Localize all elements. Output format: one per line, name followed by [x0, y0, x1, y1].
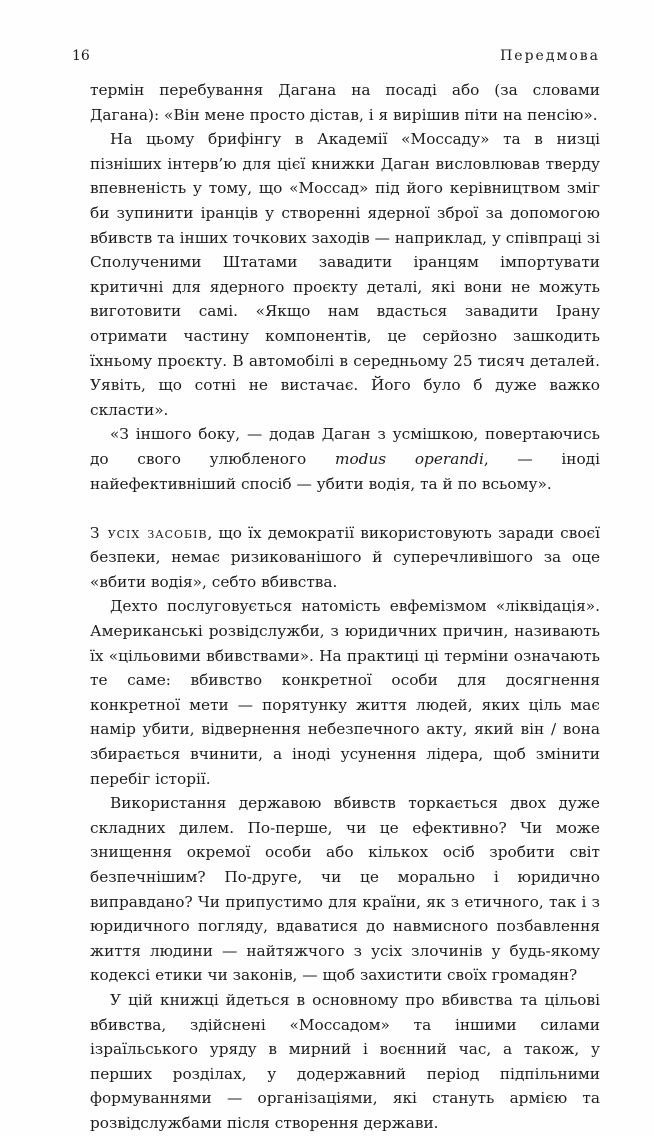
- page-number: 16: [72, 48, 90, 64]
- paragraph: термін перебування Дагана на посаді або (за словами Дагана): «Він мене просто дістав, і я вирішив піти на пенсію».: [90, 81, 600, 124]
- section-break: [90, 496, 600, 521]
- paragraph: Дехто послуговується натомість евфемізмом «ліквідація». Американські розвідслужби, з юридичних причин, називають їх «цільовими вбивствами». На практиці ці терміни означають те саме: вбивство конкретної особи для досягнення конкретної мети — порятунку життя людей, яких ціль має намір убити, відвернення небезпечного акту, який він / вона збирається вчинити, а іноді усунення лідера, щоб змінити перебіг історії.: [90, 597, 600, 788]
- paragraph: На цьому брифінгу в Академії «Моссаду» та в низці пізніших інтерв’ю для цієї книжки Даган висловлював тверду впевненість у тому, що «Моссад» під його керівництвом зміг би зупинити іранців у створенні ядерної зброї за допомогою вбивств та інших точкових заходів — наприклад, у співпраці зі Сполученими Штатами завадити іранцям імпортувати критичні для ядерного проєкту деталі, які вони не можуть виготовити самі. «Якщо нам вдасться завадити Ірану отримати частину компонентів, це серйозно зашкодить їхньому проєкту. В автомобілі в середньому 25 тисяч деталей. Уявіть, що сотні не вистачає. Його було б дуже важко скласти».: [90, 130, 600, 419]
- paragraph-text: «З іншого боку, — додав Даган з усмішкою, повертаючись до свого улюбленого: [90, 425, 600, 468]
- paragraph: У цій книжці йдеться в основному про вбивства та цільові вбивства, здійснені «Моссадом» та іншими силами ізраїльського уряду в мирний і воєнний час, а також, у перших розділах, у додержавний період підпільними формуваннями — організаціями, які стануть армією та розвідслужбами після створення держави.: [90, 990, 600, 1132]
- paragraph-text: , що їх демократії використовують заради своєї безпеки, немає ризикованішого й суперечливішого за оце «вбити водія», себто вбивства.: [90, 523, 600, 591]
- running-title: Передмова: [500, 48, 600, 64]
- page-header: [72, 48, 600, 64]
- paragraph: [90, 422, 600, 496]
- section-lead-in: З усіх засобів: [90, 523, 208, 542]
- paragraph-text: , — іноді найефективніший спосіб — убити водія, та й по всьому».: [90, 449, 600, 493]
- paragraph: Використання державою вбивств торкається двох дуже складних дилем. По-перше, чи це ефективно? Чи може знищення окремої особи або кількох осіб зробити світ безпечнішим? По-друге, чи це морально і юридично виправдано? Чи припустимо для країни, як з етичного, так і з юридичного погляду, вдаватися до навмисного позбавлення життя людини — найтяжчого з усіх злочинів у будь-якому кодексі етики чи законів, — щоб захистити своїх громадян?: [90, 794, 600, 985]
- section-opening-paragraph: [90, 521, 600, 595]
- body-text: [90, 78, 600, 1136]
- italic-phrase: modus operandi: [334, 449, 484, 468]
